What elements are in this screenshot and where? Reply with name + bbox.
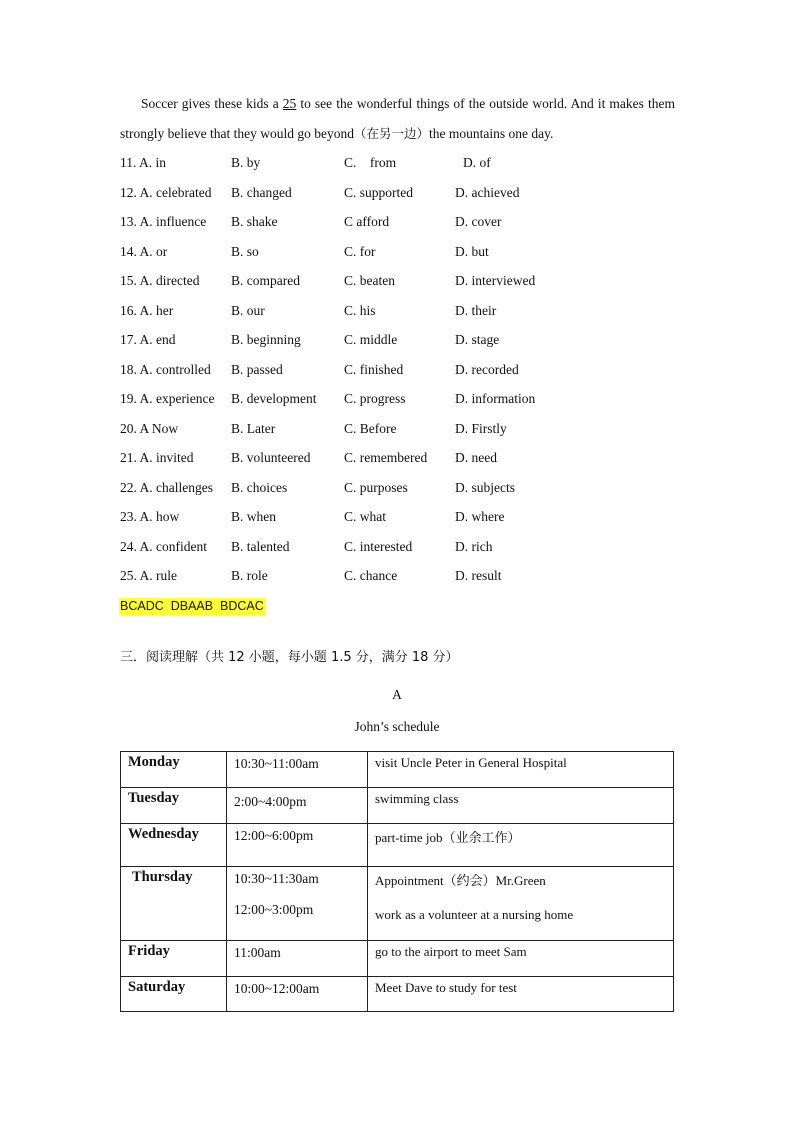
option-d: D. where [455,509,505,524]
option-a: 17. A. end [120,332,176,347]
option-b: B. volunteered [231,450,311,465]
option-b: B. compared [231,273,300,288]
question-row-25 [120,561,680,591]
option-d: D. interviewed [455,273,536,288]
option-a: 12. A. celebrated [120,184,212,200]
schedule-table [120,751,674,1012]
option-d: D. their [455,302,497,318]
option-d: D. subjects [455,479,515,495]
option-a: 24. A. confident [120,538,207,554]
option-a: 23. A. how [120,509,180,524]
option-c: C. for [344,243,376,259]
option-a: 21. A. invited [120,450,194,465]
activity-cell [368,752,674,788]
option-d: D. stage [455,332,500,347]
passage-note: （在另一边） [353,125,429,141]
activity-text: go to the airport to meet Sam [375,944,527,959]
section-heading: 三．阅读理解（共 12 小题，每小题 1.5 分，满分 18 分） [120,650,459,665]
option-b: B. Later [231,420,276,436]
question-row-15 [120,266,680,296]
activity-cell [368,788,674,824]
schedule-row-thursday [121,867,674,941]
question-row-12 [120,178,680,208]
option-b: B. shake [231,214,278,229]
option-d: D. recorded [455,361,519,377]
activity-text: work as a volunteer at a nursing home [375,907,574,922]
day-cell: Monday [121,752,227,788]
time-text: 10:30~11:00am [234,756,319,771]
question-row-24 [120,532,680,562]
option-c: C. beaten [344,273,395,288]
blank-25: 25 [282,96,297,111]
schedule-row-tuesday [121,788,674,824]
option-d: D. need [455,450,497,465]
question-row-18 [120,355,680,385]
activity-text: part-time job（业余工作） [375,830,521,845]
activity-cell [368,824,674,867]
time-cell [227,824,368,867]
option-b: B. beginning [231,332,301,347]
option-c: C. his [344,302,376,318]
schedule-row-saturday [121,977,674,1012]
option-b: B. passed [231,361,283,377]
question-row-20 [120,414,680,444]
activity-cell [368,977,674,1012]
question-row-13 [120,207,680,237]
option-c: C. supported [344,184,413,200]
question-row-19 [120,384,680,414]
schedule-row-friday [121,941,674,977]
option-d: D. rich [455,538,493,554]
option-a: 15. A. directed [120,273,200,288]
time-text: 10:00~12:00am [234,981,320,996]
time-cell [227,977,368,1012]
option-a: 22. A. challenges [120,479,213,495]
time-text: 11:00am [234,945,281,960]
passage-text-2: to see the wonderful things of the outside world. And it makes them strongly believe that they would go beyond [120,96,675,141]
schedule-row-wednesday [121,824,674,867]
option-c: C. Before [344,420,397,436]
option-c: C. progress [344,391,406,406]
question-list [120,148,680,591]
option-c: C. interested [344,538,413,554]
time-text: 12:00~3:00pm [234,902,314,917]
option-a: 25. A. rule [120,568,177,583]
time-text: 2:00~4:00pm [234,794,307,809]
passage-text-1: Soccer gives these kids a [141,96,283,111]
option-d: D. cover [455,214,502,229]
schedule-title: John’s schedule [354,719,440,734]
option-b: B. choices [231,479,288,495]
activity-cell [368,941,674,977]
question-row-23 [120,502,680,532]
option-c: C afford [344,214,390,229]
option-d: D. achieved [455,184,520,200]
option-a: 16. A. her [120,302,174,318]
time-text: 12:00~6:00pm [234,828,314,843]
option-d: D. result [455,568,502,583]
option-b: B. changed [231,184,292,200]
time-cell [227,941,368,977]
option-d: D. information [455,391,536,406]
option-b: B. talented [231,538,290,554]
day-cell: Thursday [121,867,227,941]
option-c: C. from [344,155,397,170]
option-b: B. when [231,509,276,524]
option-a: 11. A. in [120,155,167,170]
option-b: B. so [231,243,259,259]
activity-text: swimming class [375,791,459,806]
time-cell [227,867,368,941]
question-row-22 [120,473,680,503]
option-d: D. Firstly [455,420,507,436]
passage-label: A [392,687,402,702]
day-cell: Tuesday [121,788,227,824]
time-cell [227,788,368,824]
time-text: 10:30~11:30am [234,871,319,886]
option-b: B. development [231,391,317,406]
option-a: 13. A. influence [120,214,207,229]
day-cell: Saturday [121,977,227,1012]
option-c: C. what [344,509,386,524]
question-row-11 [120,148,680,178]
schedule-row-monday [121,752,674,788]
line-gap [234,889,367,900]
question-row-14 [120,237,680,267]
passage-text-3: the mountains one day. [428,125,554,141]
question-row-17 [120,325,680,355]
option-c: C. finished [344,361,404,377]
question-row-21 [120,443,680,473]
day-cell: Friday [121,941,227,977]
day-cell: Wednesday [121,824,227,867]
activity-text: Appointment（约会）Mr.Green [375,873,546,888]
option-a: 19. A. experience [120,391,215,406]
question-row-16 [120,296,680,326]
option-a: 20. A Now [120,420,179,436]
option-c: C. chance [344,568,398,583]
answer-key-highlight: BCADC DBAAB BDCAC [120,599,264,613]
passage-paragraph [120,89,675,148]
option-c: C. remembered [344,450,428,465]
option-b: B. role [231,568,268,583]
time-cell [227,752,368,788]
option-d: D. but [455,243,489,259]
option-c: C. middle [344,332,398,347]
option-d: D. of [463,155,491,170]
option-a: 14. A. or [120,243,168,259]
activity-text: visit Uncle Peter in General Hospital [375,755,567,770]
activity-cell [368,867,674,941]
option-c: C. purposes [344,479,408,495]
activity-text: Meet Dave to study for test [375,980,517,995]
option-b: B. our [231,302,265,318]
line-gap [375,890,673,906]
option-a: 18. A. controlled [120,361,211,377]
option-b: B. by [231,155,261,170]
